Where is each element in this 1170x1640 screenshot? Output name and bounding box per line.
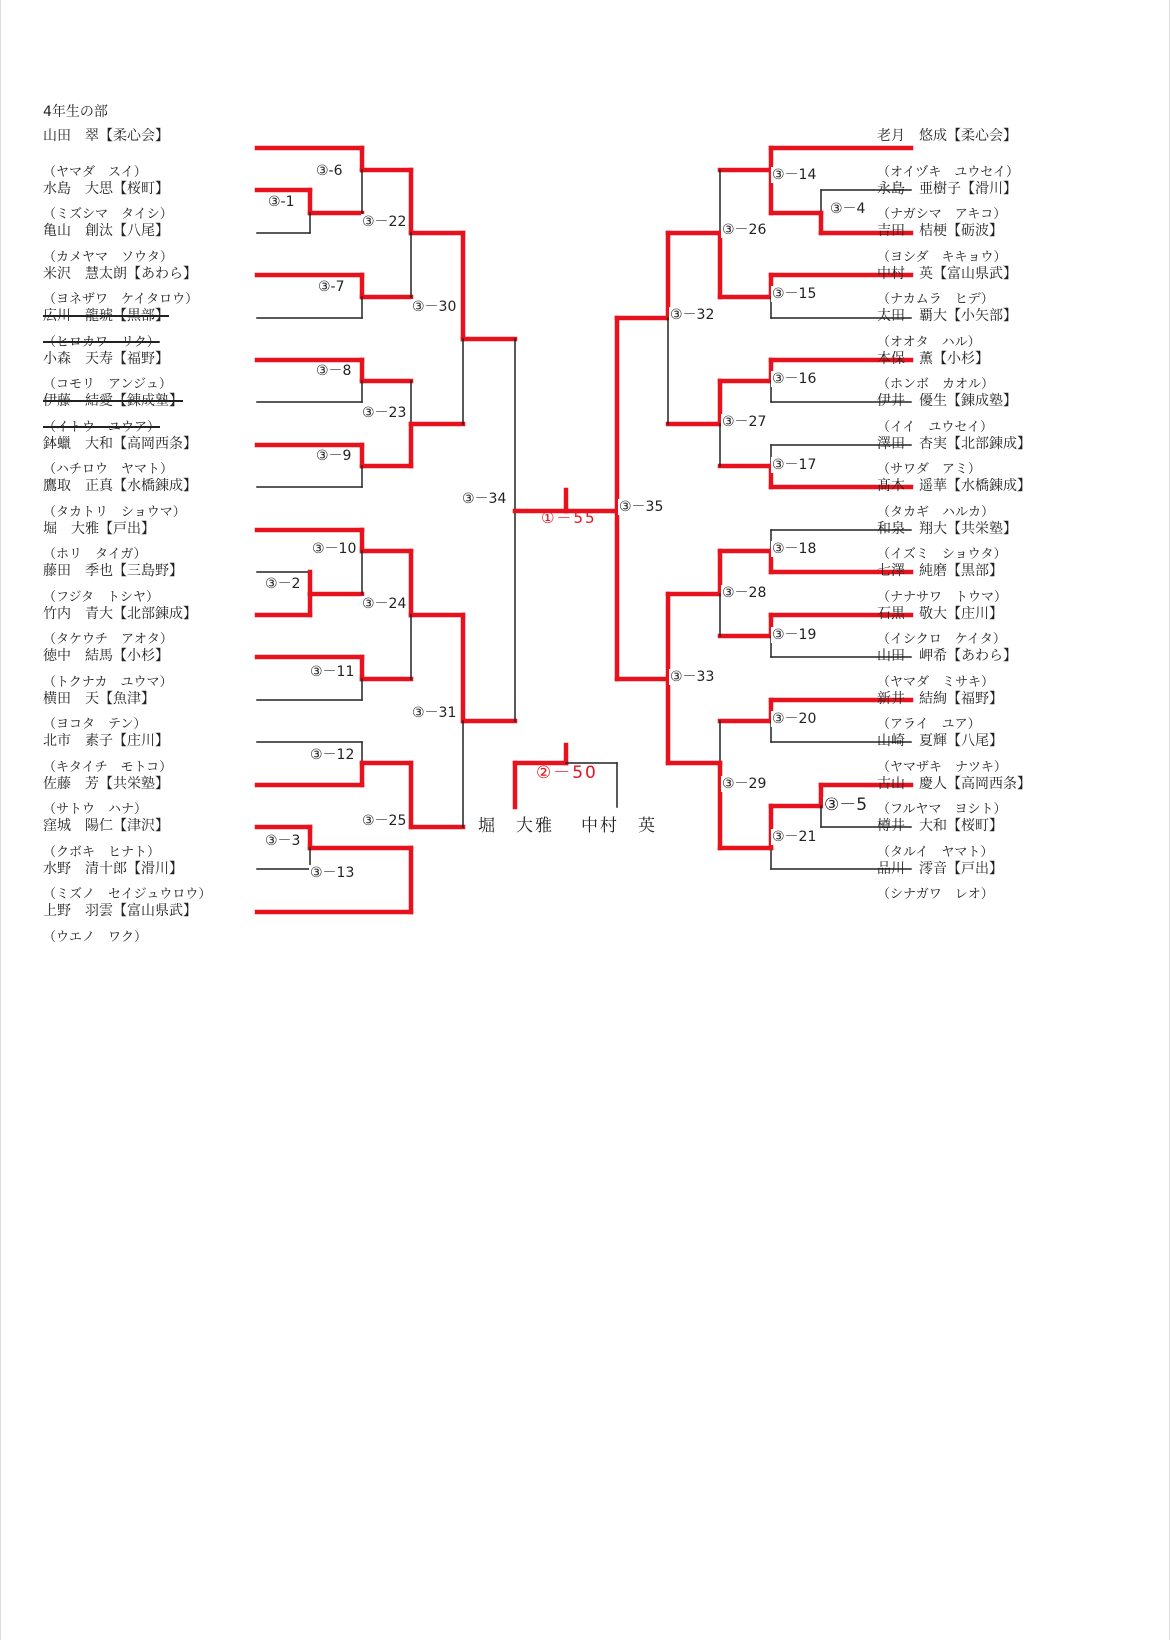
left-entry-kana: （フジタ トシヤ） [43, 589, 159, 605]
match-label: ③－35 [619, 499, 664, 515]
left-entry-kana: （ホリ タイガ） [43, 547, 147, 562]
match-label: ③－32 [670, 307, 715, 323]
left-entry-kana: （タカトリ ショウマ） [43, 504, 186, 520]
right-entry-kana: （タカギ ハルカ） [877, 504, 995, 520]
match-label: ③－26 [722, 222, 767, 238]
match-label: ③－3 [265, 833, 301, 849]
left-entry-name: 広川 龍琥【黒部】 [43, 308, 169, 324]
match-label: ③－33 [670, 669, 715, 685]
left-entry-name: 鷹取 正真【水橋錬成】 [43, 478, 197, 494]
match-label: ③-6 [316, 163, 343, 179]
right-entry-kana: （ホンボ カオル） [877, 377, 995, 392]
match-label: ③－30 [412, 299, 457, 315]
left-entry-name: 竹内 青大【北部錬成】 [43, 605, 197, 622]
match-label: ③－20 [772, 711, 817, 727]
right-entry-name: 新井 結絢【福野】 [877, 690, 1003, 707]
left-entry-kana: （ヤマダ スイ） [43, 164, 147, 180]
right-entry-name: 樽井 大和【桜町】 [877, 818, 1003, 834]
left-entry-kana: （ミズノ セイジュウロウ） [43, 887, 212, 902]
left-entry-name: 水島 大思【桜町】 [43, 180, 169, 197]
left-entry-kana: （ヒロカワ リク） [43, 334, 160, 350]
match-label: ③－19 [772, 627, 817, 643]
match-label: ③－5 [824, 795, 868, 815]
match-label: ③－8 [316, 363, 352, 379]
left-entry-name: 伊藤 結愛【錬成塾】 [43, 393, 183, 409]
right-entry-name: 本保 薫【小杉】 [877, 350, 989, 367]
match-label: ③－27 [722, 414, 767, 430]
right-entry-name: 七澤 純磨【黒部】 [877, 563, 1003, 579]
match-label: ③－24 [362, 596, 407, 612]
right-entry-kana: （オオタ ハル） [877, 334, 981, 350]
right-entry-name: 太田 覇大【小矢部】 [877, 308, 1017, 324]
right-entry-kana: （イシクロ ケイタ） [877, 632, 1006, 647]
match-label: ③－18 [772, 541, 817, 557]
right-entry-name: 山田 岬希【あわら】 [877, 648, 1017, 664]
match-label: ③－23 [362, 405, 407, 421]
left-entry-name: 上野 羽雲【富山県武】 [43, 903, 197, 919]
match-label: ③－25 [362, 813, 407, 829]
right-entry-kana: （ヨシダ キキョウ） [877, 249, 1007, 265]
match-label: ③－15 [772, 286, 817, 302]
match-label: ③－4 [830, 201, 866, 217]
final-match-label: ①－55 [541, 509, 597, 527]
right-entry-kana: （ナナサワ トウマ） [877, 589, 1008, 605]
left-entry-kana: （ウエノ ワク） [43, 929, 148, 945]
right-entry-kana: （ナガシマ アキコ） [877, 207, 1007, 222]
right-entry-kana: （ヤマザキ ナツキ） [877, 759, 1007, 775]
left-entry-name: 徳中 結馬【小杉】 [43, 648, 169, 664]
left-entry-name: 水野 清十郎【滑川】 [43, 860, 183, 877]
right-entry-name: 吉田 桔梗【砺波】 [877, 223, 1003, 239]
match-label: ③－16 [772, 371, 817, 387]
third-place-match-label: ②－50 [536, 763, 598, 783]
right-entry-kana: （イイ ユウセイ） [877, 419, 993, 435]
left-entry-kana: （ヨネザワ ケイタロウ） [43, 292, 199, 307]
left-entry-kana: （イトウ ユウア） [43, 419, 161, 435]
left-entry-name: 小森 天寿【福野】 [43, 350, 169, 367]
right-entry-name: 髙木 遥華【水橋錬成】 [877, 478, 1031, 494]
match-label: ③－29 [722, 776, 767, 792]
match-label: ③－31 [412, 705, 457, 721]
left-entry-name: 佐藤 芳【共栄塾】 [43, 775, 169, 792]
third-place-left-name: 堀 大雅 [478, 816, 554, 836]
right-entry-name: 老月 悠成【柔心会】 [877, 128, 1017, 144]
right-entry-name: 山崎 夏輝【八尾】 [877, 733, 1003, 749]
left-entry-kana: （キタイチ モトコ） [43, 759, 173, 775]
right-entry-kana: （アライ ユア） [877, 717, 981, 732]
left-entry-name: 鉢蠟 大和【高岡西条】 [43, 435, 197, 452]
match-label: ③－9 [316, 448, 352, 464]
right-entry-name: 中村 英【富山県武】 [877, 265, 1017, 282]
match-label: ③-1 [268, 194, 295, 210]
left-entry-kana: （ヨコタ テン） [43, 717, 147, 732]
match-label: ③-7 [318, 279, 345, 295]
match-label: ③－13 [310, 865, 355, 881]
page-title: 4年生の部 [43, 104, 108, 120]
left-entry-name: 藤田 季也【三島野】 [43, 563, 183, 579]
left-entry-name: 北市 素子【庄川】 [43, 733, 169, 749]
right-entry-kana: （オイヅキ ユウセイ） [877, 164, 1019, 180]
match-label: ③－28 [722, 585, 767, 601]
match-label: ③－2 [265, 576, 301, 592]
right-entry-name: 和泉 翔大【共栄塾】 [877, 520, 1017, 537]
right-entry-kana: （フルヤマ ヨシト） [877, 802, 1007, 817]
match-label: ③－34 [462, 491, 507, 507]
left-entry-name: 堀 大雅【戸出】 [43, 520, 155, 537]
right-entry-name: 永島 亜樹子【滑川】 [877, 180, 1017, 197]
left-entry-name: 米沢 慧太朗【あわら】 [43, 265, 197, 282]
right-entry-name: 澤田 杏実【北部錬成】 [877, 435, 1031, 452]
right-entry-kana: （タルイ ヤマト） [877, 844, 994, 860]
left-entry-kana: （トクナカ ユウマ） [43, 674, 173, 690]
right-entry-name: 品川 澪音【戸出】 [877, 860, 1003, 877]
left-entry-kana: （カメヤマ ソウタ） [43, 249, 173, 265]
right-entry-name: 伊井 優生【錬成塾】 [877, 393, 1017, 409]
left-entry-name: 横田 天【魚津】 [43, 690, 155, 707]
match-label: ③－22 [362, 214, 407, 230]
right-entry-kana: （ヤマダ ミサキ） [877, 674, 995, 690]
left-entry-kana: （クボキ ヒナト） [43, 844, 161, 860]
match-label: ③－17 [772, 457, 817, 473]
left-entry-kana: （ハチロウ ヤマト） [43, 462, 174, 477]
match-label: ③－12 [310, 747, 355, 763]
left-entry-name: 山田 翠【柔心会】 [43, 128, 169, 144]
match-label: ③－11 [310, 664, 355, 680]
third-place-right-name: 中村 英 [581, 816, 657, 836]
left-entry-name: 窪城 陽仁【津沢】 [43, 818, 169, 834]
left-entry-kana: （サトウ ハナ） [43, 802, 148, 817]
right-entry-kana: （シナガワ レオ） [877, 887, 994, 902]
left-entry-kana: （タケウチ アオタ） [43, 632, 173, 647]
right-entry-kana: （サワダ アミ） [877, 462, 981, 477]
match-label: ③－10 [312, 541, 357, 557]
left-entry-name: 亀山 創汰【八尾】 [43, 223, 169, 239]
right-entry-name: 古山 慶人【高岡西条】 [877, 775, 1031, 792]
right-entry-kana: （ナカムラ ヒデ） [877, 292, 994, 307]
right-entry-name: 石黒 敬大【庄川】 [877, 605, 1003, 622]
right-entry-kana: （イズミ ショウタ） [877, 547, 1007, 562]
match-label: ③－21 [772, 829, 817, 845]
left-entry-kana: （ミズシマ タイシ） [43, 207, 173, 222]
left-entry-kana: （コモリ アンジュ） [43, 377, 172, 392]
match-label: ③－14 [772, 167, 817, 183]
